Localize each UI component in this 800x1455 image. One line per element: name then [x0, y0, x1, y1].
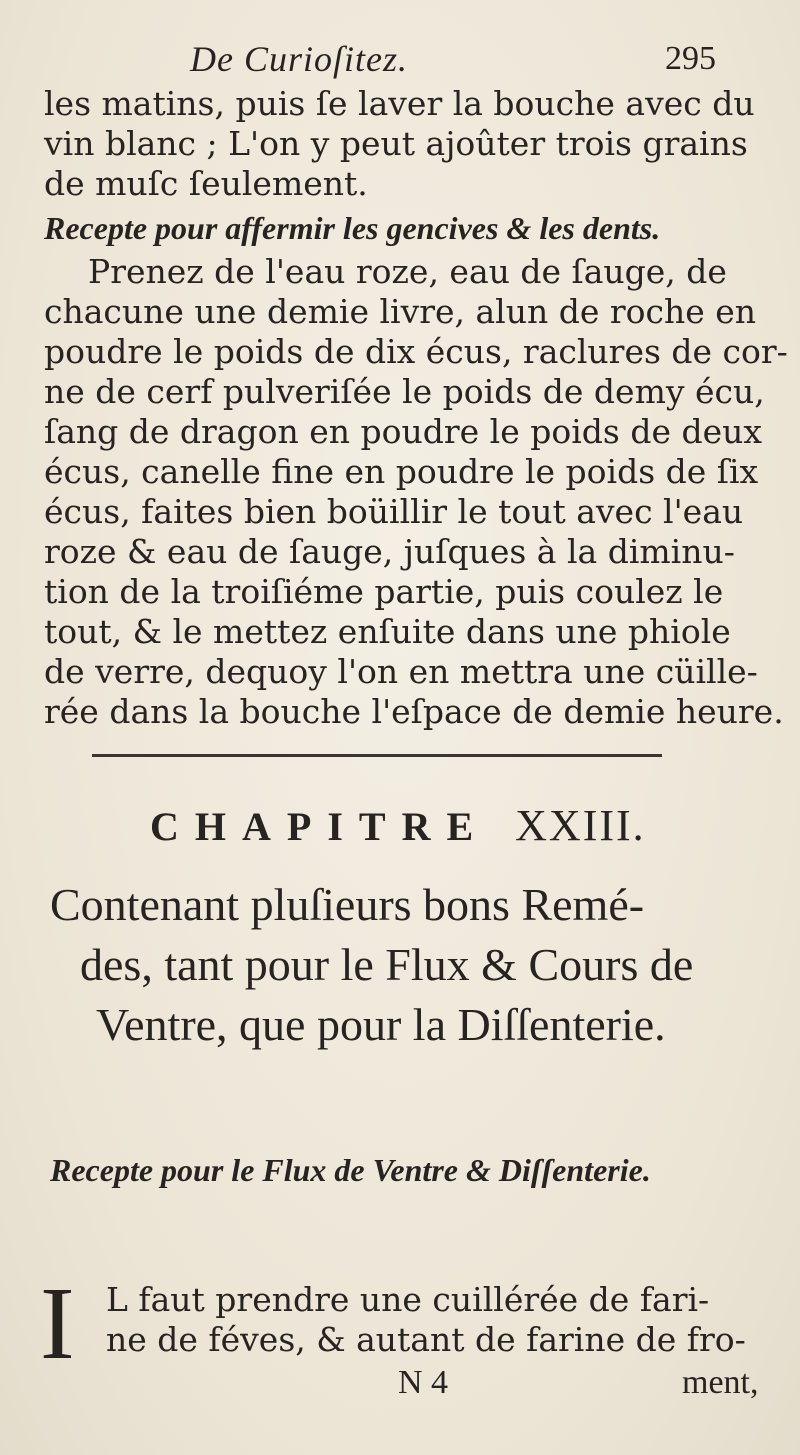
text-line: roze & eau de ſauge, juſques à la diminu- [44, 532, 735, 571]
text-line: de muſc ſeulement. [44, 164, 368, 203]
chapter-label: CHAPITRE [150, 804, 490, 849]
text-line: écus, faites bien boüillir le tout avec l'eau [44, 492, 744, 531]
running-head: De Curioſitez. [190, 39, 408, 79]
text-line: ne de cerf pulveriſée le poids de demy écu, [44, 372, 765, 411]
text-line: écus, canelle fine en poudre le poids de ſix [44, 452, 759, 491]
chapter-number: XXIII. [515, 801, 646, 850]
catchword: ment, [682, 1364, 759, 1401]
chapter-heading [150, 800, 646, 851]
text-line: de verre, dequoy l'on en mettra une cüille- [44, 652, 758, 691]
text-line: poudre le poids de dix écus, raclures de cor- [44, 332, 788, 371]
text-line: Prenez de l'eau roze, eau de ſauge, de [88, 252, 727, 291]
signature-mark: N 4 [398, 1364, 449, 1401]
chapter-title-line: Ventre, que pour la Diſſenterie. [96, 999, 666, 1050]
recipe-title: Recepte pour le Flux de Ventre & Diſſenterie. [50, 1152, 651, 1188]
text-line: les matins, puis ſe laver la bouche avec du [44, 84, 755, 123]
text-line: tout, & le mettez enſuite dans une phiole [44, 612, 731, 651]
text-line: ſang de dragon en poudre le poids de deux [44, 412, 762, 451]
text-line: vin blanc ; L'on y peut ajoûter trois grains [44, 124, 748, 163]
recipe-title: Recepte pour affermir les gencives & les dents. [44, 210, 661, 246]
page-number: 295 [665, 40, 716, 77]
text-line: rée dans la bouche l'eſpace de demie heure. [44, 692, 784, 731]
drop-cap: I [40, 1266, 75, 1381]
text-line: chacune une demie livre, alun de roche en [44, 292, 757, 331]
text-line: L faut prendre une cuillérée de fari- [106, 1280, 710, 1319]
text-line: ne de féves, & autant de farine de fro- [106, 1320, 746, 1359]
section-divider [92, 754, 662, 757]
chapter-title-line: des, tant pour le Flux & Cours de [80, 939, 694, 990]
text-line: tion de la troiſiéme partie, puis coulez le [44, 572, 724, 611]
chapter-title-line: Contenant pluſieurs bons Remé- [50, 879, 645, 930]
